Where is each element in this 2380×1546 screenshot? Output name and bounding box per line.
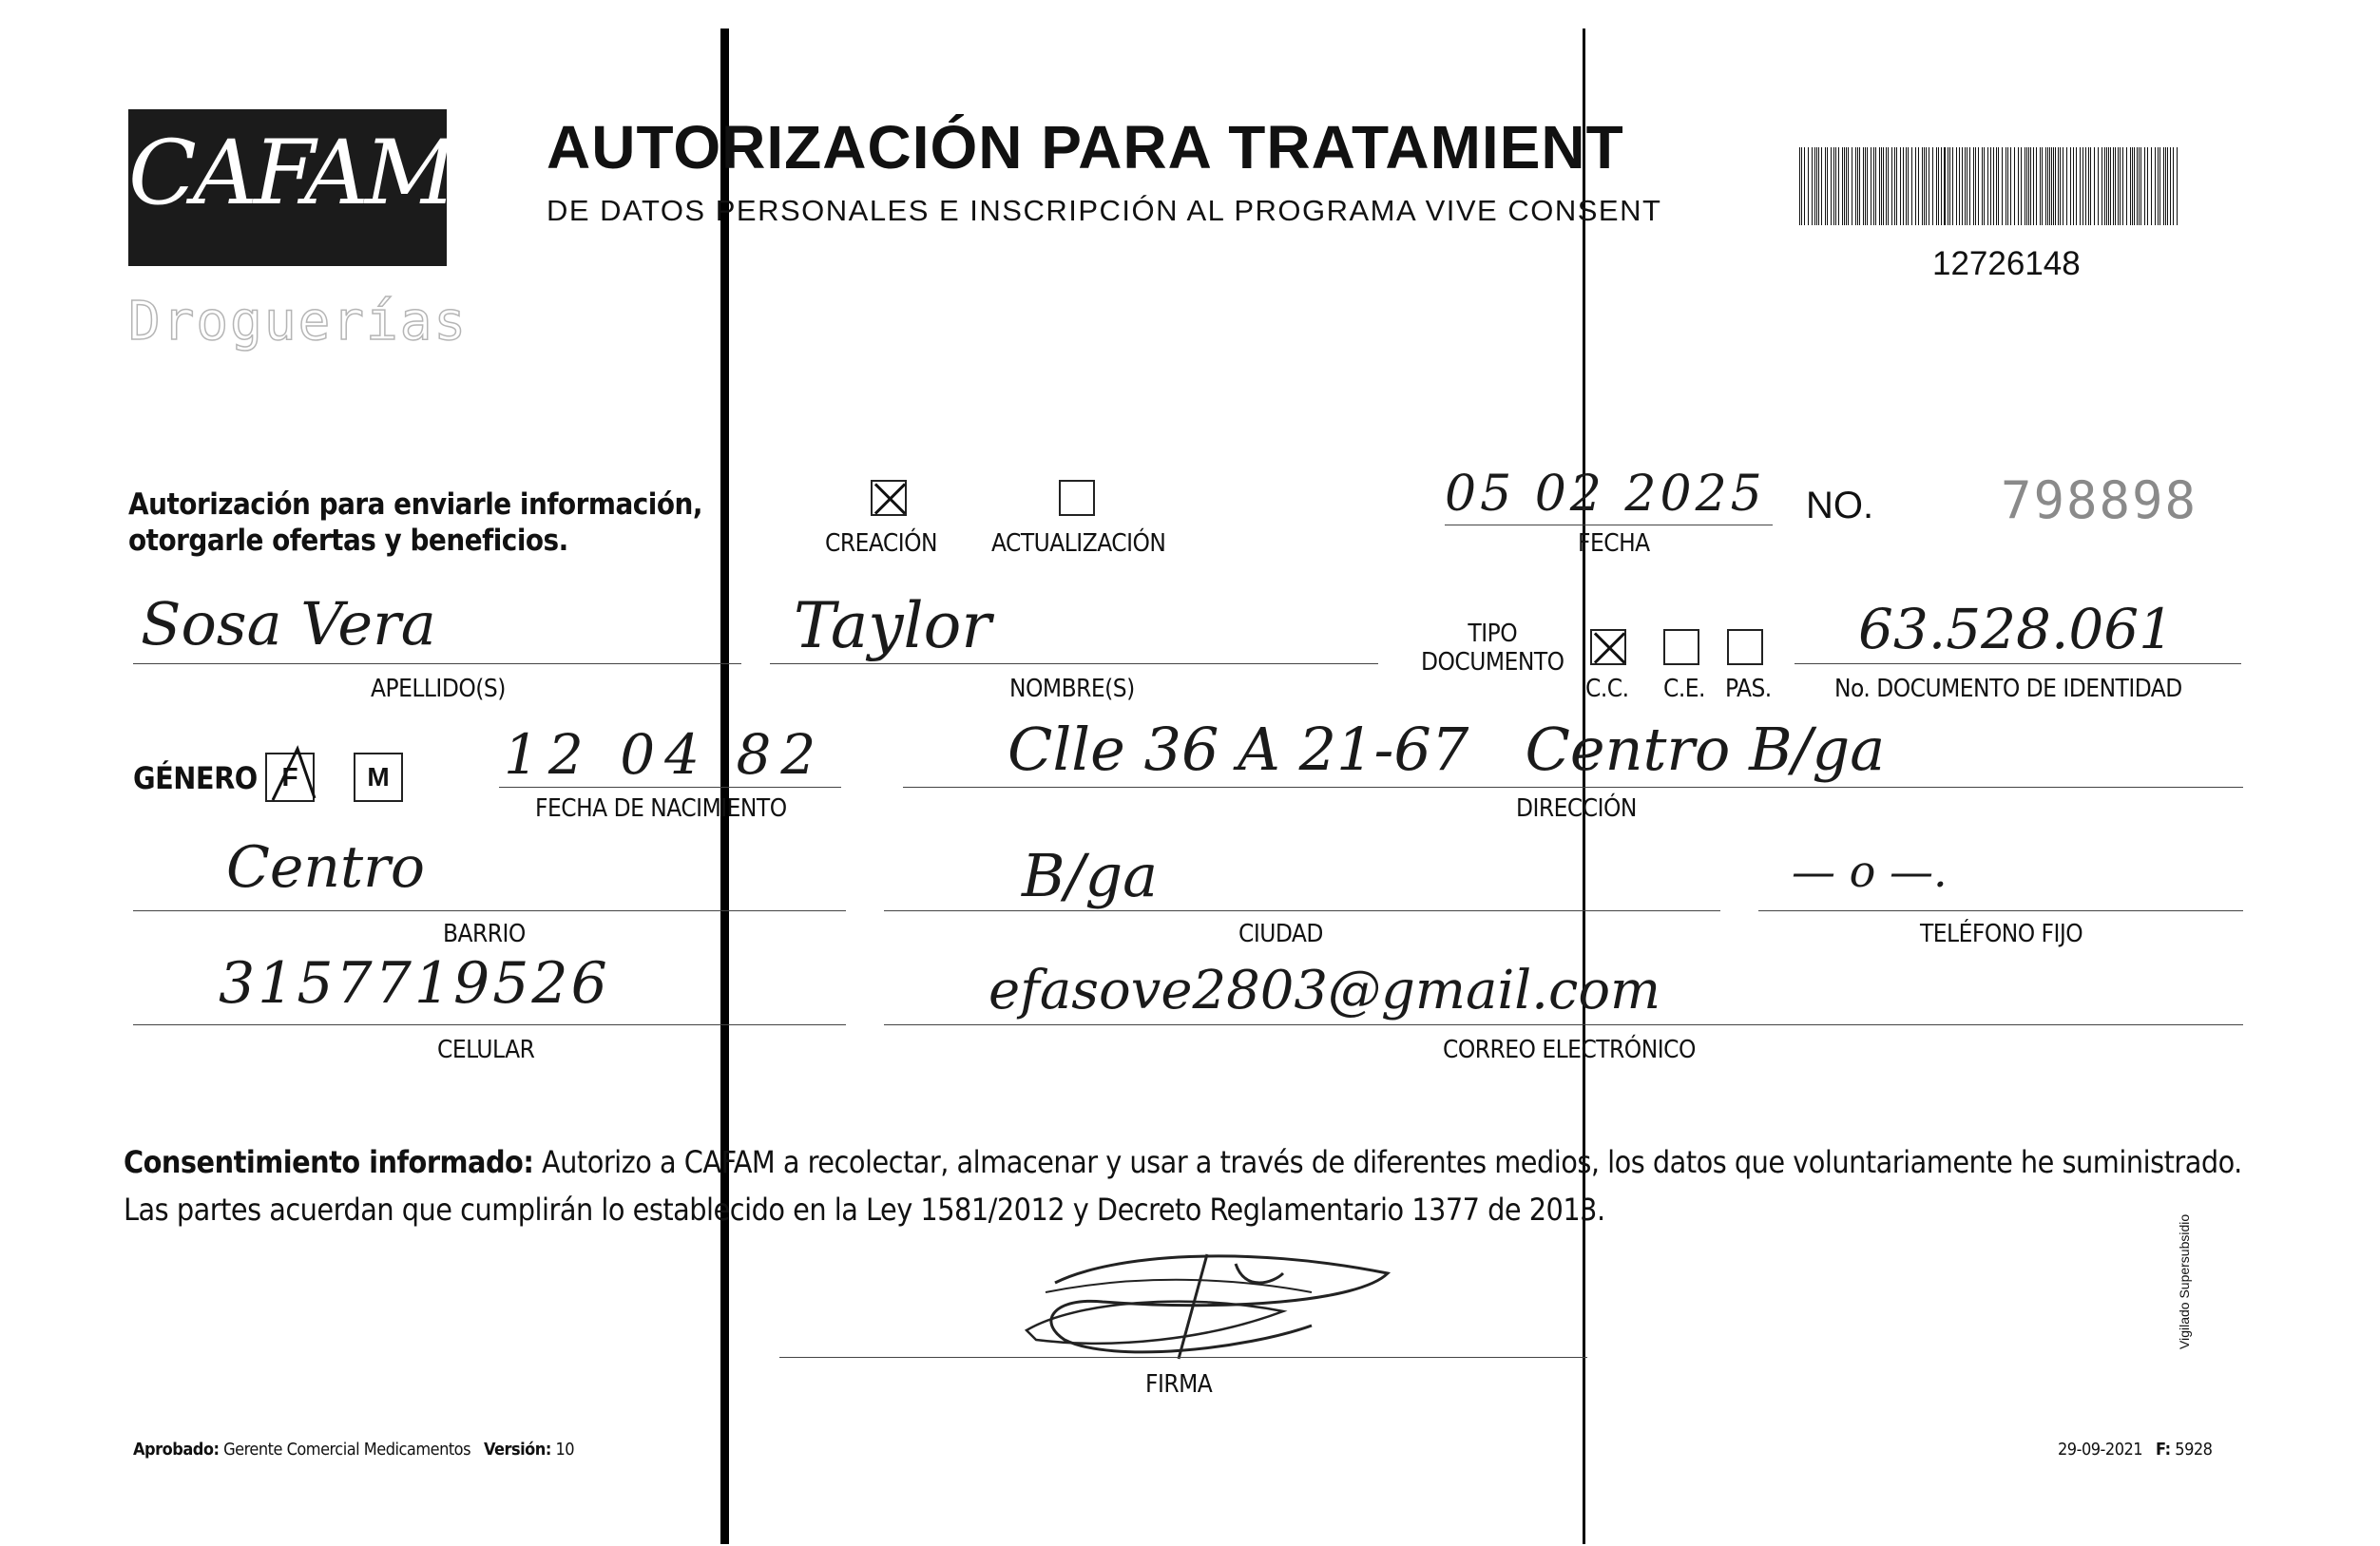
barrio-line bbox=[133, 910, 846, 911]
barrio-label: BARRIO bbox=[443, 920, 526, 948]
genero-m-letter: M bbox=[367, 762, 390, 792]
documento-label-text: DOCUMENTO bbox=[1421, 648, 1564, 677]
version-label: Versión: bbox=[483, 1440, 551, 1460]
nombres-line bbox=[770, 663, 1378, 664]
barcode-number: 12726148 bbox=[1932, 245, 2081, 282]
consent-bold: Consentimiento informado: bbox=[124, 1144, 534, 1180]
apellidos-label: APELLIDO(S) bbox=[371, 675, 506, 703]
correo-label: CORREO ELECTRÓNICO bbox=[1443, 1036, 1696, 1064]
document-title: AUTORIZACIÓN PARA TRATAMIENT bbox=[547, 113, 1624, 181]
document-subtitle: DE DATOS PERSONALES E INSCRIPCIÓN AL PROGRAMA VIVE CONSENT bbox=[547, 194, 1662, 227]
tipo-documento-label bbox=[1421, 620, 1564, 677]
actualizacion-label: ACTUALIZACIÓN bbox=[991, 529, 1166, 558]
genero-f-letter: F bbox=[281, 762, 298, 792]
logo-subtitle: Droguerías bbox=[128, 291, 469, 353]
telefono-label: TELÉFONO FIJO bbox=[1920, 920, 2083, 948]
telefono-value: — o —. bbox=[1792, 846, 1948, 897]
authorization-heading bbox=[128, 487, 702, 559]
creacion-label: CREACIÓN bbox=[825, 529, 938, 558]
ciudad-line bbox=[884, 910, 1720, 911]
correo-line bbox=[884, 1024, 2243, 1025]
nombres-value: Taylor bbox=[794, 589, 991, 662]
no-value: 798898 bbox=[2001, 470, 2198, 530]
signature-label: FIRMA bbox=[1145, 1370, 1213, 1399]
barrio-value: Centro bbox=[226, 834, 425, 901]
fecha-nacimiento-label: FECHA DE NACIMIENTO bbox=[535, 794, 787, 823]
documento-line bbox=[1795, 663, 2241, 664]
apellidos-line bbox=[133, 663, 741, 664]
aprobado-value: Gerente Comercial Medicamentos bbox=[223, 1440, 471, 1460]
pas-label: PAS. bbox=[1725, 675, 1772, 703]
logo-text: CAFAM bbox=[128, 122, 452, 225]
footer-approval bbox=[133, 1440, 574, 1460]
side-text: Vigilado Supersubsidio bbox=[2177, 1213, 2192, 1349]
nombres-label: NOMBRE(S) bbox=[1009, 675, 1135, 703]
barcode bbox=[1799, 147, 2179, 225]
celular-label: CELULAR bbox=[437, 1036, 535, 1064]
celular-line bbox=[133, 1024, 846, 1025]
consent-line2: Las partes acuerdan que cumplirán lo establecido en la Ley 1581/2012 y Decreto Reglamentario 1377 de 2013. bbox=[124, 1192, 1605, 1228]
direccion-value: Clle 36 A 21-67 Centro B/ga bbox=[1008, 715, 1886, 784]
signature-image bbox=[998, 1235, 1397, 1368]
footer-date: 29-09-2021 bbox=[2058, 1440, 2143, 1460]
f-label: F: bbox=[2156, 1440, 2171, 1460]
genero-label: GÉNERO bbox=[133, 760, 258, 796]
authorization-heading-line1: Autorización para enviarle información, bbox=[128, 487, 702, 522]
f-value: 5928 bbox=[2175, 1440, 2213, 1460]
no-label: NO. bbox=[1806, 485, 1874, 526]
footer-date-info bbox=[2058, 1440, 2212, 1460]
celular-value: 3157719526 bbox=[219, 950, 610, 1017]
consent-text1: Autorizo a CAFAM a recolectar, almacenar y usar a través de diferentes medios, los datos que voluntariamente he suministrado. bbox=[533, 1144, 2242, 1180]
signature-line bbox=[779, 1357, 1587, 1358]
fecha-nacimiento-value: 12 04 82 bbox=[504, 722, 826, 787]
fecha-value: 05 02 2025 bbox=[1445, 466, 1766, 523]
telefono-line bbox=[1758, 910, 2243, 911]
aprobado-label: Aprobado: bbox=[133, 1440, 220, 1460]
fecha-label: FECHA bbox=[1578, 529, 1650, 558]
tipo-label: TIPO bbox=[1468, 620, 1518, 648]
actualizacion-checkbox[interactable] bbox=[1059, 480, 1095, 516]
fecha-nacimiento-line bbox=[499, 787, 841, 788]
ciudad-value: B/ga bbox=[1022, 841, 1159, 910]
cc-label: C.C. bbox=[1585, 675, 1629, 703]
documento-value: 63.528.061 bbox=[1858, 597, 2175, 661]
genero-m-box[interactable] bbox=[354, 753, 403, 802]
ciudad-label: CIUDAD bbox=[1238, 920, 1323, 948]
authorization-heading-line2: otorgarle ofertas y beneficios. bbox=[128, 524, 568, 558]
apellidos-value: Sosa Vera bbox=[141, 589, 436, 658]
ce-checkbox[interactable] bbox=[1663, 629, 1699, 665]
direccion-line bbox=[903, 787, 2243, 788]
ce-label: C.E. bbox=[1663, 675, 1705, 703]
version-value: 10 bbox=[555, 1440, 575, 1460]
pas-checkbox[interactable] bbox=[1727, 629, 1763, 665]
consent-line1 bbox=[124, 1138, 2242, 1186]
cc-checkbox[interactable] bbox=[1590, 629, 1626, 665]
creacion-checkbox[interactable] bbox=[871, 480, 907, 516]
documento-label: No. DOCUMENTO DE IDENTIDAD bbox=[1834, 675, 2182, 703]
direccion-label: DIRECCIÓN bbox=[1516, 794, 1637, 823]
correo-value: efasove2803@gmail.com bbox=[988, 960, 1661, 1021]
genero-f-mark bbox=[265, 741, 322, 808]
consent-text bbox=[124, 1138, 2242, 1233]
